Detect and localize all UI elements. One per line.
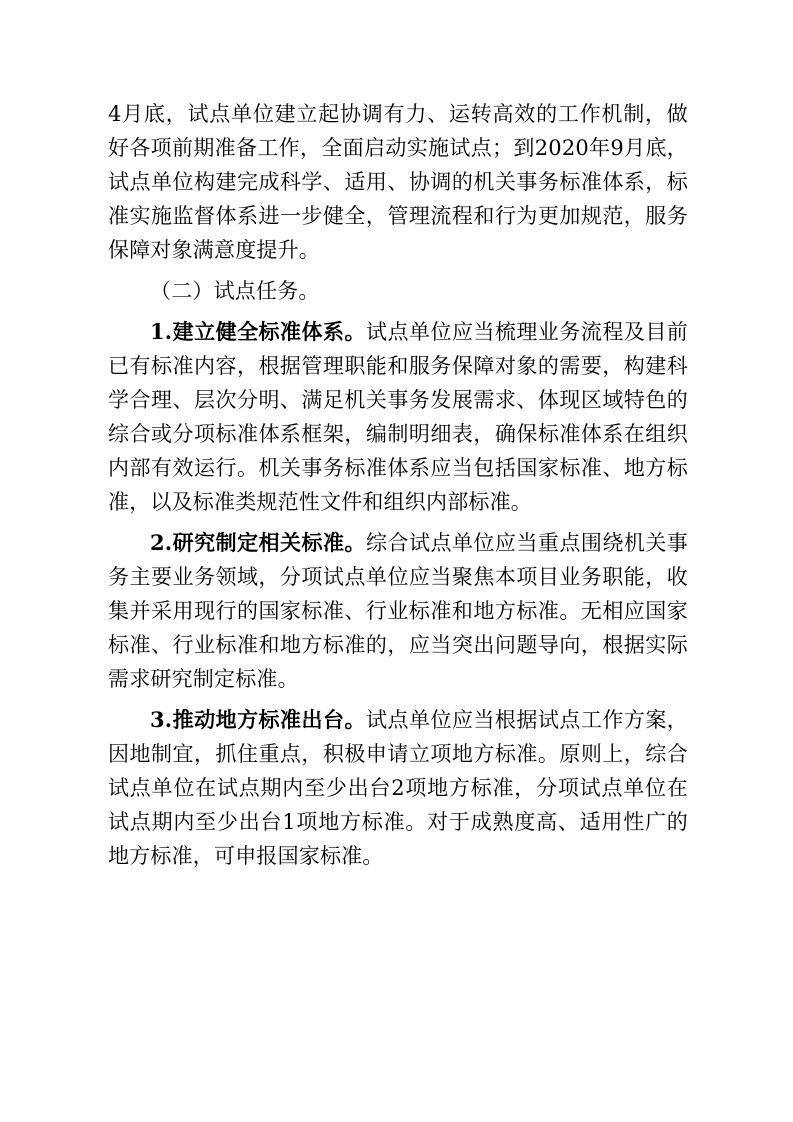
section-heading-text: （二）试点任务。 <box>150 279 320 303</box>
paragraph-intro <box>108 97 688 267</box>
task-item-1-text: 试点单位应当梳理业务流程及目前已有标准内容，根据管理职能和服务保障对象的需要，构建科学合理、层次分明、满足机关事务发展需求、体现区域特色的综合或分项标准体系框架，编制明细表，确保标准体系在组织内部有效运行。机关事务标准体系应当包括国家标准、地方标准，以及标准类规范性文件和组织内部标准。 <box>108 320 689 514</box>
task-item-3-text: 试点单位应当根据试点工作方案，因地制宜，抓住重点，积极申请立项地方标准。原则上，综合试点单位在试点期内至少出台2项地方标准，分项试点单位在试点期内至少出台1项地方标准。对于成熟度高、适用性广的地方标准，可申报国家标准。 <box>108 708 689 868</box>
paragraph-intro-text: 4月底，试点单位建立起协调有力、运转高效的工作机制，做好各项前期准备工作，全面启动实施试点；到2020年9月底，试点单位构建完成科学、适用、协调的机关事务标准体系，标准实施监督体系进一步健全，管理流程和行为更加规范，服务保障对象满意度提升。 <box>108 102 688 262</box>
task-item-2-text: 综合试点单位应当重点围绕机关事务主要业务领域，分项试点单位应当聚焦本项目业务职能，收集并采用现行的国家标准、行业标准和地方标准。无相应国家标准、行业标准和地方标准的，应当突出问题导向，根据实际需求研究制定标准。 <box>108 531 689 691</box>
task-item-2-heading: 2.研究制定相关标准。 <box>150 530 366 555</box>
document-page <box>108 97 688 880</box>
section-heading-pilot-tasks <box>108 274 688 308</box>
task-item-3 <box>108 703 688 873</box>
task-item-2 <box>108 526 688 696</box>
task-item-1-heading: 1.建立健全标准体系。 <box>150 319 366 344</box>
task-item-1 <box>108 315 688 519</box>
task-item-3-heading: 3.推动地方标准出台。 <box>150 707 366 732</box>
